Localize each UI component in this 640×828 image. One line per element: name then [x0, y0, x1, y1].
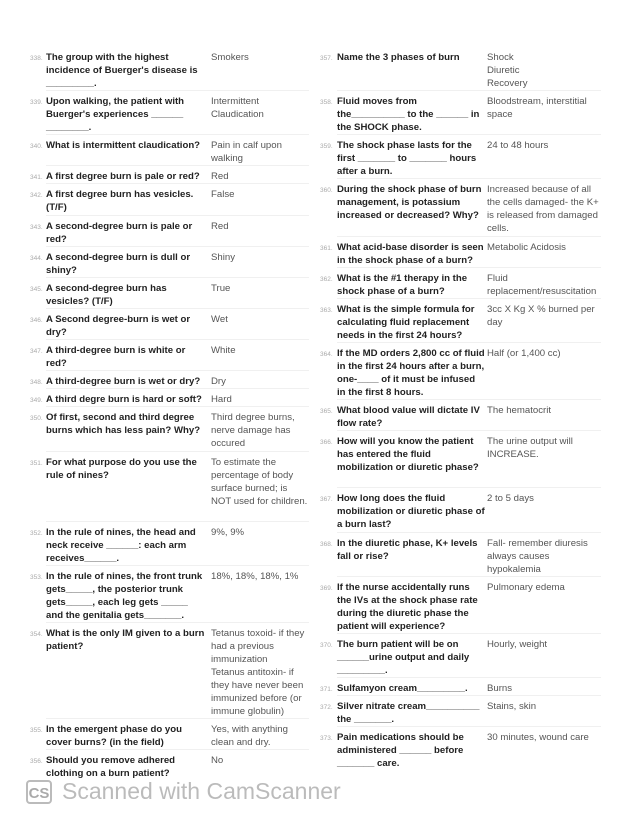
- item-number: 361.: [320, 245, 333, 252]
- row-divider: [337, 487, 601, 488]
- item-number: 342.: [30, 192, 43, 199]
- question-text: In the emergent phase do you cover burns? (in the field): [46, 724, 182, 748]
- item-number: 338.: [30, 55, 43, 62]
- item-number: 369.: [320, 585, 333, 592]
- row-divider: [46, 215, 309, 216]
- question-text: Should you remove adhered clothing on a burn patient?: [46, 755, 176, 779]
- answer-text: Hard: [211, 394, 232, 405]
- question-text: How long does the fluid mobilization or diuretic phase of a burn last?: [337, 493, 485, 530]
- row-divider: [46, 165, 309, 166]
- item-number: 346.: [30, 317, 43, 324]
- answer-text: Pain in calf upon walking: [211, 140, 282, 164]
- answer-text: 30 minutes, wound care: [487, 732, 589, 743]
- question-text: Name the 3 phases of burn: [337, 52, 460, 63]
- question-text: A third-degree burn is wet or dry?: [46, 376, 201, 387]
- row-divider: [46, 339, 309, 340]
- item-number: 366.: [320, 439, 333, 446]
- question-text: What blood value will dictate IV flow rate?: [337, 405, 480, 429]
- row-divider: [337, 342, 601, 343]
- answer-text: Pulmonary edema: [487, 582, 565, 593]
- answer-text: Metabolic Acidosis: [487, 242, 566, 253]
- answer-text: Stains, skin: [487, 701, 537, 712]
- row-divider: [46, 521, 309, 522]
- row-divider: [337, 576, 601, 577]
- answer-text: Fall- remember diuresis always causes hypokalemia: [487, 538, 588, 575]
- row-divider: [46, 622, 309, 623]
- answer-text: Red: [211, 171, 229, 182]
- question-text: In the rule of nines, the head and neck receive ______: each arm receives______.: [46, 527, 196, 564]
- item-number: 360.: [320, 187, 333, 194]
- camscanner-logo-icon: CS: [26, 780, 52, 804]
- question-text: If the nurse accidentally runs the IVs at the shock phase rate during the diuretic phase the patient will experience?: [337, 582, 478, 632]
- question-text: What is intermittent claudication?: [46, 140, 201, 151]
- row-divider: [337, 134, 601, 135]
- answer-text: 9%, 9%: [211, 527, 245, 538]
- answer-text: No: [211, 755, 224, 766]
- answer-text: Yes, with anything clean and dry.: [211, 724, 288, 748]
- row-divider: [337, 298, 601, 299]
- answer-text: Half (or 1,400 cc): [487, 348, 561, 359]
- answer-text: True: [211, 283, 231, 294]
- answer-text: The hematocrit: [487, 405, 551, 416]
- question-text: A third-degree burn is white or red?: [46, 345, 186, 369]
- item-number: 351.: [30, 460, 43, 467]
- item-number: 348.: [30, 379, 43, 386]
- answer-text: Shock Diuretic Recovery: [487, 52, 528, 89]
- item-number: 341.: [30, 174, 43, 181]
- item-number: 355.: [30, 727, 43, 734]
- item-number: 343.: [30, 224, 43, 231]
- question-text: If the MD orders 2,800 cc of fluid in the first 24 hours after a burn, one-____ of it must be infused in the first 8 hours.: [337, 348, 485, 398]
- row-divider: [46, 406, 309, 407]
- item-number: 356.: [30, 758, 43, 765]
- answer-text: Increased because of all the cells damaged- the K+ is released from damaged cells.: [487, 184, 599, 234]
- row-divider: [337, 236, 601, 237]
- answer-text: Third degree burns, nerve damage has occured: [211, 412, 295, 449]
- item-number: 350.: [30, 415, 43, 422]
- item-number: 367.: [320, 496, 333, 503]
- item-number: 359.: [320, 143, 333, 150]
- answer-text: Intermittent Claudication: [211, 96, 264, 120]
- item-number: 365.: [320, 408, 333, 415]
- question-text: For what purpose do you use the rule of nines?: [46, 457, 197, 481]
- item-number: 358.: [320, 99, 333, 106]
- question-text: Of first, second and third degree burns which has less pain? Why?: [46, 412, 201, 436]
- item-number: 364.: [320, 351, 333, 358]
- item-number: 370.: [320, 642, 333, 649]
- answer-text: 24 to 48 hours: [487, 140, 549, 151]
- answer-text: White: [211, 345, 236, 356]
- item-number: 368.: [320, 541, 333, 548]
- item-number: 372.: [320, 704, 333, 711]
- question-text: In the diuretic phase, K+ levels fall or rise?: [337, 538, 478, 562]
- answer-text: Smokers: [211, 52, 249, 63]
- item-number: 362.: [320, 276, 333, 283]
- answer-text: Dry: [211, 376, 226, 387]
- row-divider: [46, 246, 309, 247]
- row-divider: [337, 430, 601, 431]
- question-text: Sulfamyon cream_________.: [337, 683, 468, 694]
- row-divider: [337, 695, 601, 696]
- answer-text: Fluid replacement/resuscitation: [487, 273, 597, 297]
- question-text: How will you know the patient has entered the fluid mobilization or diuretic phase?: [337, 436, 479, 473]
- question-text: A third degre burn is hard or soft?: [46, 394, 202, 405]
- answer-text: Tetanus toxoid- if they had a previous immunization Tetanus antitoxin- if they have never been immunized before (or immune globulin): [211, 628, 305, 717]
- row-divider: [46, 388, 309, 389]
- question-text: A first degree burn has vesicles. (T/F): [46, 189, 194, 213]
- item-number: 363.: [320, 307, 333, 314]
- answer-text: Shiny: [211, 252, 235, 263]
- row-divider: [46, 183, 309, 184]
- question-text: What acid-base disorder is seen in the shock phase of a burn?: [337, 242, 484, 266]
- item-number: 349.: [30, 397, 43, 404]
- question-text: A Second degree-burn is wet or dry?: [46, 314, 191, 338]
- item-number: 371.: [320, 686, 333, 693]
- row-divider: [46, 277, 309, 278]
- question-text: Fluid moves from the__________ to the ______ in the SHOCK phase.: [337, 96, 480, 133]
- question-text: The shock phase lasts for the first _______ to _______ hours after a burn.: [337, 140, 477, 177]
- item-number: 347.: [30, 348, 43, 355]
- row-divider: [46, 749, 309, 750]
- answer-text: Bloodstream, interstitial space: [487, 96, 587, 120]
- row-divider: [337, 633, 601, 634]
- question-text: Upon walking, the patient with Buerger's experiences ______ ________.: [46, 96, 185, 133]
- question-text: What is the simple formula for calculating fluid replacement needs in the first 24 hours?: [337, 304, 475, 341]
- question-text: Pain medications should be administered ______ before _______ care.: [337, 732, 464, 769]
- row-divider: [337, 532, 601, 533]
- row-divider: [46, 718, 309, 719]
- row-divider: [337, 267, 601, 268]
- item-number: 357.: [320, 55, 333, 62]
- answer-text: Wet: [211, 314, 228, 325]
- answer-text: To estimate the percentage of body surface burned; is NOT used for children.: [211, 457, 308, 507]
- question-text: A second-degree burn has vesicles? (T/F): [46, 283, 167, 307]
- row-divider: [46, 134, 309, 135]
- row-divider: [46, 90, 309, 91]
- item-number: 373.: [320, 735, 333, 742]
- question-text: A second-degree burn is pale or red?: [46, 221, 193, 245]
- item-number: 352.: [30, 530, 43, 537]
- question-text: The group with the highest incidence of Buerger's disease is _________.: [46, 52, 198, 89]
- row-divider: [46, 451, 309, 452]
- row-divider: [46, 370, 309, 371]
- item-number: 353.: [30, 574, 43, 581]
- question-text: What is the #1 therapy in the shock phase of a burn?: [337, 273, 468, 297]
- question-text: A second-degree burn is dull or shiny?: [46, 252, 191, 276]
- row-divider: [46, 308, 309, 309]
- row-divider: [337, 90, 601, 91]
- watermark-text: Scanned with CamScanner: [62, 778, 341, 804]
- row-divider: [337, 399, 601, 400]
- answer-text: 3cc X Kg X % burned per day: [487, 304, 595, 328]
- question-text: During the shock phase of burn management, is potassium increased or decreased? Why?: [337, 184, 482, 221]
- answer-text: The urine output will INCREASE.: [487, 436, 573, 460]
- answer-text: 2 to 5 days: [487, 493, 534, 504]
- item-number: 339.: [30, 99, 43, 106]
- answer-text: False: [211, 189, 235, 200]
- row-divider: [337, 726, 601, 727]
- row-divider: [337, 677, 601, 678]
- answer-text: Hourly, weight: [487, 639, 548, 650]
- item-number: 345.: [30, 286, 43, 293]
- question-text: The burn patient will be on ______urine output and daily _________.: [337, 639, 470, 676]
- answer-text: Burns: [487, 683, 513, 694]
- item-number: 340.: [30, 143, 43, 150]
- answer-text: Red: [211, 221, 229, 232]
- item-number: 344.: [30, 255, 43, 262]
- item-number: 354.: [30, 631, 43, 638]
- camscanner-watermark: [26, 778, 341, 805]
- question-text: In the rule of nines, the front trunk gets_____, the posterior trunk gets_____, each leg gets _____ and the genitalia gets_______.: [46, 571, 203, 621]
- row-divider: [337, 178, 601, 179]
- question-text: Silver nitrate cream__________ the _______.: [337, 701, 480, 725]
- question-text: A first degree burn is pale or red?: [46, 171, 200, 182]
- row-divider: [46, 565, 309, 566]
- answer-text: 18%, 18%, 18%, 1%: [211, 571, 299, 582]
- question-text: What is the only IM given to a burn patient?: [46, 628, 205, 652]
